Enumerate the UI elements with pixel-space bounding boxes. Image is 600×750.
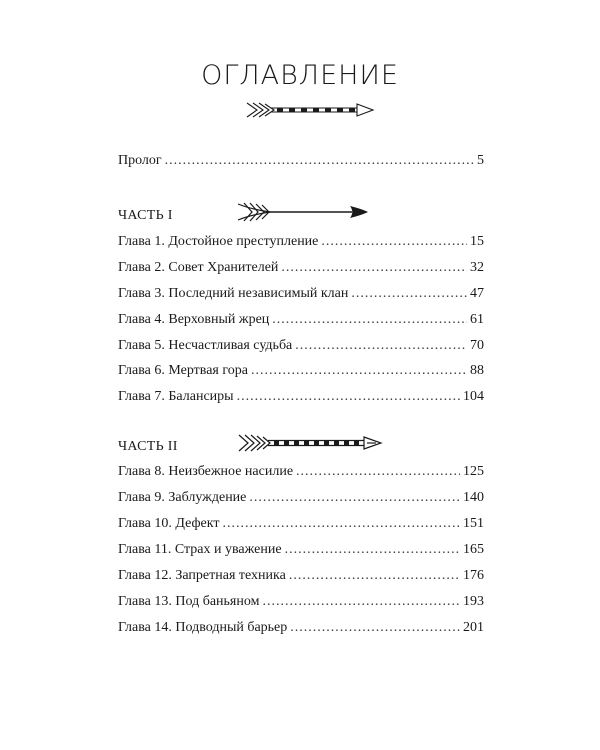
dot-leader — [223, 515, 460, 533]
page-number: 201 — [463, 620, 484, 635]
toc-entry[interactable] — [118, 311, 484, 329]
dot-leader — [237, 388, 460, 406]
toc-entry[interactable] — [118, 567, 484, 585]
dot-leader — [321, 233, 467, 251]
toc-entry[interactable] — [118, 362, 484, 380]
chapter-title: Глава 3. Последний независимый клан — [118, 286, 349, 301]
page-number: 47 — [470, 286, 484, 301]
dot-leader — [165, 152, 474, 170]
toc-entry[interactable] — [118, 233, 484, 251]
page-number: 104 — [463, 389, 484, 404]
chapter-title: Глава 7. Балансиры — [118, 389, 234, 404]
chapter-title: Глава 5. Несчастливая судьба — [118, 338, 293, 353]
toc-entry[interactable] — [118, 388, 484, 406]
page-number: 5 — [477, 153, 484, 168]
toc-entry[interactable] — [118, 259, 484, 277]
page-number: 61 — [470, 312, 484, 327]
dot-leader — [296, 463, 460, 481]
dot-leader — [351, 285, 467, 303]
toc-entry[interactable] — [118, 593, 484, 611]
dot-leader — [249, 489, 460, 507]
chapter-title: Глава 4. Верховный жрец — [118, 312, 270, 327]
toc-entry[interactable] — [118, 337, 484, 355]
chapter-title: Глава 6. Мертвая гора — [118, 363, 248, 378]
page-number: 125 — [463, 464, 484, 479]
dot-leader — [281, 259, 467, 277]
page-number: 70 — [470, 338, 484, 353]
chapter-title: Глава 11. Страх и уважение — [118, 542, 282, 557]
page-number: 193 — [463, 594, 484, 609]
page-number: 151 — [463, 516, 484, 531]
dot-leader — [290, 619, 460, 637]
chapter-title: Глава 12. Запретная техника — [118, 568, 286, 583]
dot-leader — [295, 337, 467, 355]
part-heading: ЧАСТЬ II — [118, 439, 178, 454]
toc-entry[interactable] — [118, 619, 484, 637]
page-number: 165 — [463, 542, 484, 557]
chapter-title: Глава 14. Подводный барьер — [118, 620, 288, 635]
toc-entry[interactable] — [118, 463, 484, 481]
arrow-icon — [236, 432, 384, 454]
chapter-title: Глава 1. Достойное преступление — [118, 234, 319, 249]
dot-leader — [262, 593, 460, 611]
toc-entry-prologue[interactable] — [118, 152, 484, 170]
page-number: 15 — [470, 234, 484, 249]
toc-entry[interactable] — [118, 515, 484, 533]
page-title: ОГЛАВЛЕНИЕ — [201, 60, 399, 91]
toc-entry[interactable] — [118, 489, 484, 507]
page-number: 32 — [470, 260, 484, 275]
dot-leader — [289, 567, 460, 585]
chapter-title: Глава 10. Дефект — [118, 516, 220, 531]
chapter-title: Глава 8. Неизбежное насилие — [118, 464, 294, 479]
page-number: 140 — [463, 490, 484, 505]
toc-entry[interactable] — [118, 541, 484, 559]
chapter-title: Глава 9. Заблуждение — [118, 490, 247, 505]
chapter-title: Глава 13. Под баньяном — [118, 594, 260, 609]
chapter-title: Глава 2. Совет Хранителей — [118, 260, 279, 275]
arrow-icon — [245, 100, 377, 120]
chapter-title: Пролог — [118, 153, 162, 168]
toc-entry[interactable] — [118, 285, 484, 303]
dot-leader — [272, 311, 467, 329]
dot-leader — [285, 541, 460, 559]
arrow-icon — [234, 201, 370, 223]
page-number: 88 — [470, 363, 484, 378]
part-heading: ЧАСТЬ I — [118, 208, 173, 223]
dot-leader — [251, 362, 467, 380]
page-number: 176 — [463, 568, 484, 583]
